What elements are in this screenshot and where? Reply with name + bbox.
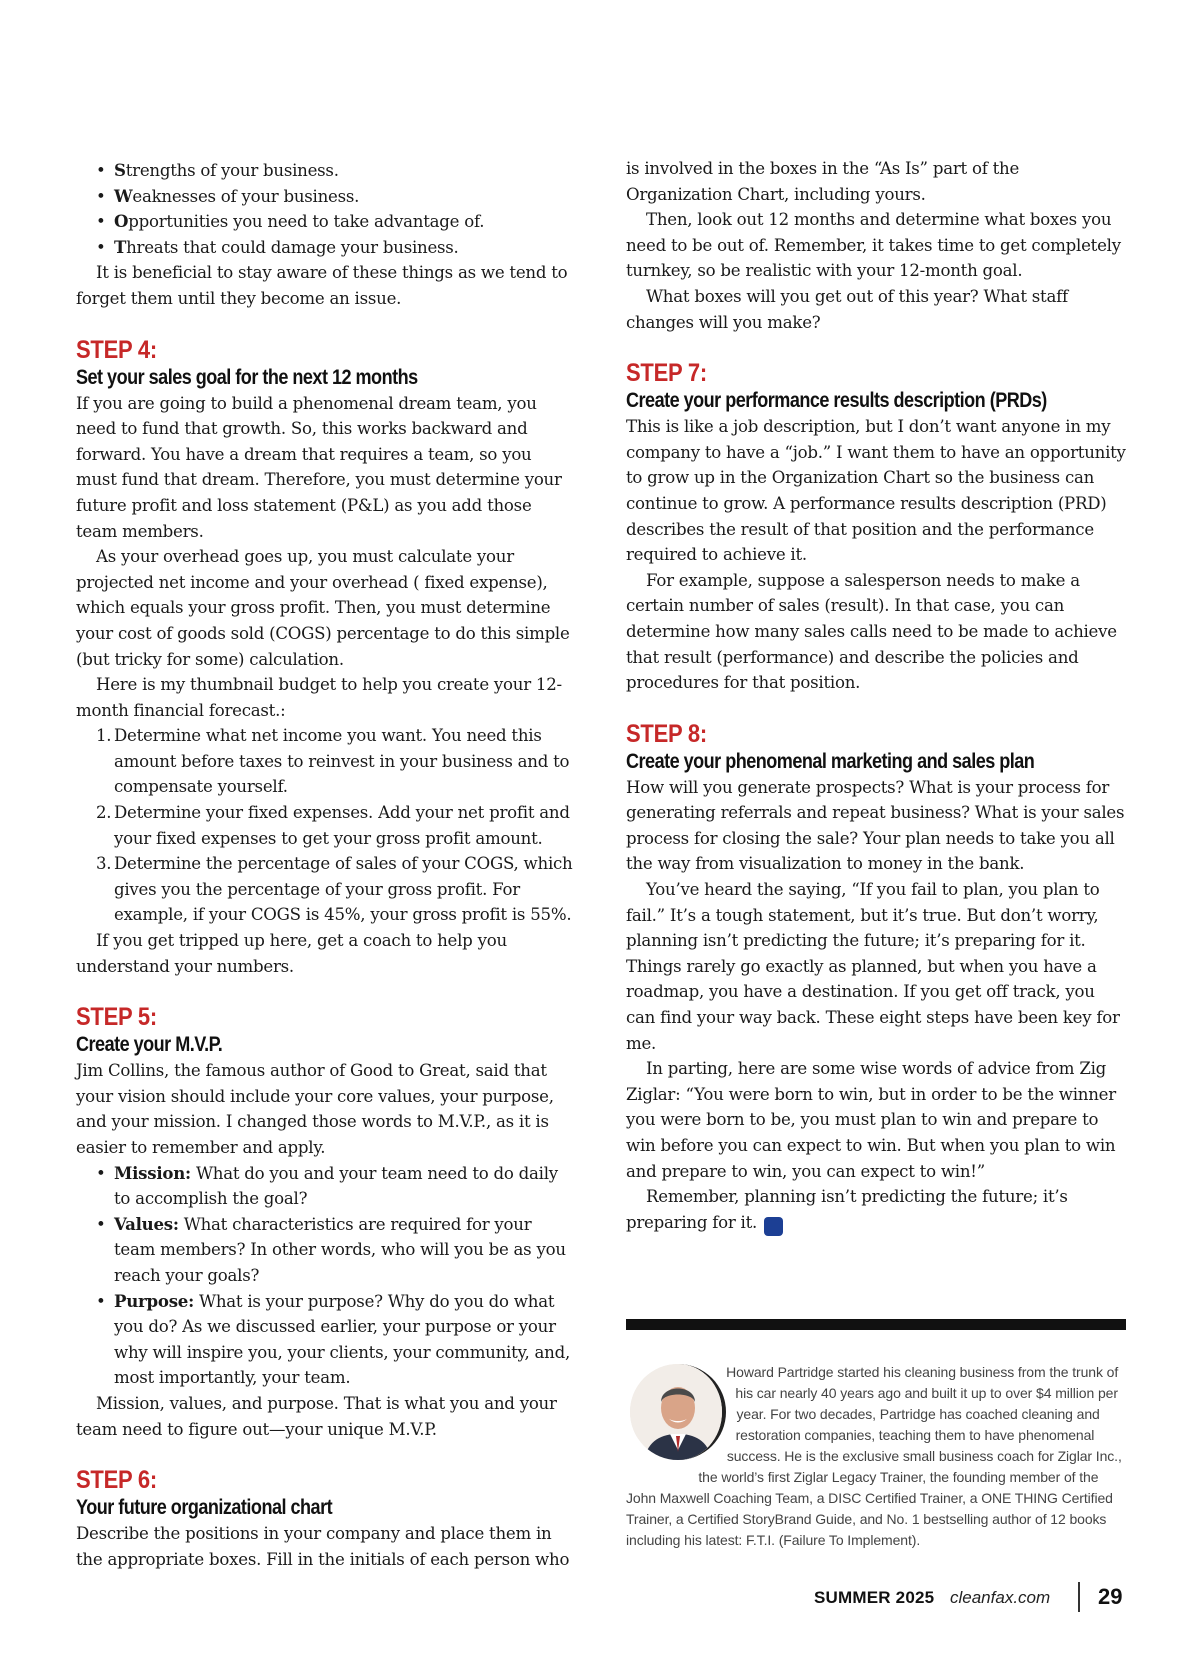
paragraph: Here is my thumbnail budget to help you create your 12-month financial forecast.:: [76, 675, 562, 720]
paragraph: What boxes will you get out of this year? What staff changes will you make?: [626, 286, 1068, 332]
step-label: STEP 7:: [626, 359, 707, 388]
paragraph: If you get tripped up here, get a coach to help you understand your numbers.: [76, 931, 507, 976]
list-item: • Mission: What do you and your team need to do daily to accomplish the goal?: [76, 1161, 576, 1212]
paragraph: For example, suppose a salesperson needs to make a certain number of sales (result). In that case, you can determine how many sales calls need to be made to achieve that result (performance) and describe the policies and procedures for that position.: [626, 570, 1117, 693]
list-item: • Purpose: What is your purpose? Why do you do what you do? As we discussed earlier, your purpose or your why will inspire you, your clients, your community, and, most importantly, your team.: [76, 1289, 576, 1391]
swot-list: [76, 158, 576, 260]
step-6-section: [76, 1466, 576, 1572]
paragraph: Jim Collins, the famous author of Good to Great, said that your vision should include your core values, your purpose, and your mission. I changed those words to M.V.P., as it is easier to remember and apply.: [76, 1061, 554, 1157]
right-column: [626, 156, 1128, 1236]
budget-list: [76, 723, 576, 928]
step-4-section: [76, 336, 576, 980]
paragraph: Mission, values, and purpose. That is what you and your team need to figure out—your unique M.V.P.: [76, 1393, 557, 1439]
paragraph: It is beneficial to stay aware of these things as we tend to forget them until they become an issue.: [76, 263, 568, 308]
list-item: 1. Determine what net income you want. You need this amount before taxes to reinvest in your business and to compensate yourself.: [96, 726, 570, 797]
cleanfax-end-mark-icon: CF: [764, 1217, 783, 1236]
paragraph: is involved in the boxes in the “As Is” part of the Organization Chart, including yours.: [626, 159, 1020, 204]
step-title: Create your phenomenal marketing and sales plan: [626, 749, 1035, 773]
site-name: cleanfax.com: [950, 1588, 1051, 1607]
paragraph: In parting, here are some wise words of advice from Zig Ziglar: “You were born to win, but in order to be the winner you were born to be, you must plan to win and prepare to win before you can expect to win. But when you plan to win and prepare to win, you can expect to win!”: [626, 1059, 1116, 1181]
paragraph: As your overhead goes up, you must calculate your projected net income and your overhead ( fixed expense), which equals your gross profit. Then, you must determine your cost of goods sold (COGS) percentage to do this simple (but tricky for some) calculation.: [76, 547, 570, 669]
paragraph: If you are going to build a phenomenal dream team, you need to fund that growth. So, this works backward and forward. You have a dream that requires a team, so you must fund that dream. Therefore, you must determine your future profit and loss statement (P&L) as you add those team members.: [76, 393, 562, 541]
paragraph: How will you generate prospects? What is your process for generating referrals and repeat business? What is your sales process for closing the sale? Your plan needs to take you all the way from visualization to money in the bank.: [626, 777, 1125, 874]
step-title: Your future organizational chart: [76, 1496, 333, 1520]
step-label: STEP 4:: [76, 335, 157, 364]
bio-divider: [626, 1319, 1126, 1330]
paragraph: Describe the positions in your company and place them in the appropriate boxes. Fill in the initials of each person who: [76, 1524, 570, 1569]
list-item: 2. Determine your fixed expenses. Add your net profit and your fixed expenses to get your gross profit amount.: [96, 803, 570, 848]
author-bio: Howard Partridge started his cleaning business from the trunk of his car nearly 40 years ago and built it up to over $4 million per year. For two decades, Partridge has coached cleaning and restoration companies, teaching them to have phenomenal success. He is the exclusive small business coach for Ziglar Inc., the world’s first Ziglar Legacy Trainer, the founding member of the John Maxwell Coaching Team, a DISC Certified Trainer, a ONE THING Certified Trainer, a Certified StoryBrand Guide, and No. 1 bestselling author of 12 books including his latest: F.T.I. (Failure To Implement).: [626, 1364, 1122, 1548]
step-title: Set your sales goal for the next 12 months: [76, 365, 418, 389]
mvp-list: [76, 1161, 576, 1391]
step-7-section: [626, 359, 1128, 696]
footer-divider: [1078, 1582, 1080, 1612]
step-label: STEP 6:: [76, 1466, 157, 1495]
paragraph: Then, look out 12 months and determine what boxes you need to be out of. Remember, it takes time to get completely turnkey, so be realistic with your 12-month goal.: [626, 210, 1121, 281]
page-number: 29: [1098, 1584, 1123, 1609]
step-title: Create your performance results description (PRDs): [626, 389, 1047, 413]
list-item: 3. Determine the percentage of sales of your COGS, which gives you the percentage of your gross profit. For example, if your COGS is 45%, your gross profit is 55%.: [96, 854, 573, 925]
paragraph: Remember, planning isn’t predicting the future; it’s preparing for it. CF: [626, 1184, 1128, 1236]
page-footer: [800, 1582, 1130, 1612]
step-8-section: [626, 720, 1128, 1236]
step-label: STEP 8:: [626, 719, 707, 748]
left-column: [76, 158, 576, 1572]
step-title: Create your M.V.P.: [76, 1033, 223, 1057]
issue-label: SUMMER 2025: [814, 1588, 935, 1607]
author-photo: [630, 1364, 726, 1460]
step-label: STEP 5:: [76, 1003, 157, 1032]
paragraph: This is like a job description, but I don’t want anyone in my company to have a “job.” I want them to have an opportunity to grow up in the Organization Chart so the business can continue to grow. A performance results description (PRD) describes the result of that position and the performance required to achieve it.: [626, 417, 1126, 565]
person-icon: [630, 1364, 726, 1460]
list-item: • Opportunities you need to take advantage of.: [76, 209, 576, 235]
list-item: • Strengths of your business.: [76, 158, 576, 184]
avatar-wrapper: [630, 1364, 730, 1466]
paragraph: You’ve heard the saying, “If you fail to plan, you plan to fail.” It’s a tough statement, but it’s true. But don’t worry, planning isn’t predicting the future; it’s preparing for it. Things rarely go exactly as planned, but when you have a roadmap, you have a destination. If you get off track, you can find your way back. These eight steps have been key for me.: [626, 880, 1120, 1053]
list-item: • Values: What characteristics are required for your team members? In other words, who will you be as you reach your goals?: [76, 1212, 576, 1289]
list-item: • Threats that could damage your business.: [76, 235, 576, 261]
list-item: • Weaknesses of your business.: [76, 184, 576, 210]
step-5-section: [76, 1003, 576, 1442]
